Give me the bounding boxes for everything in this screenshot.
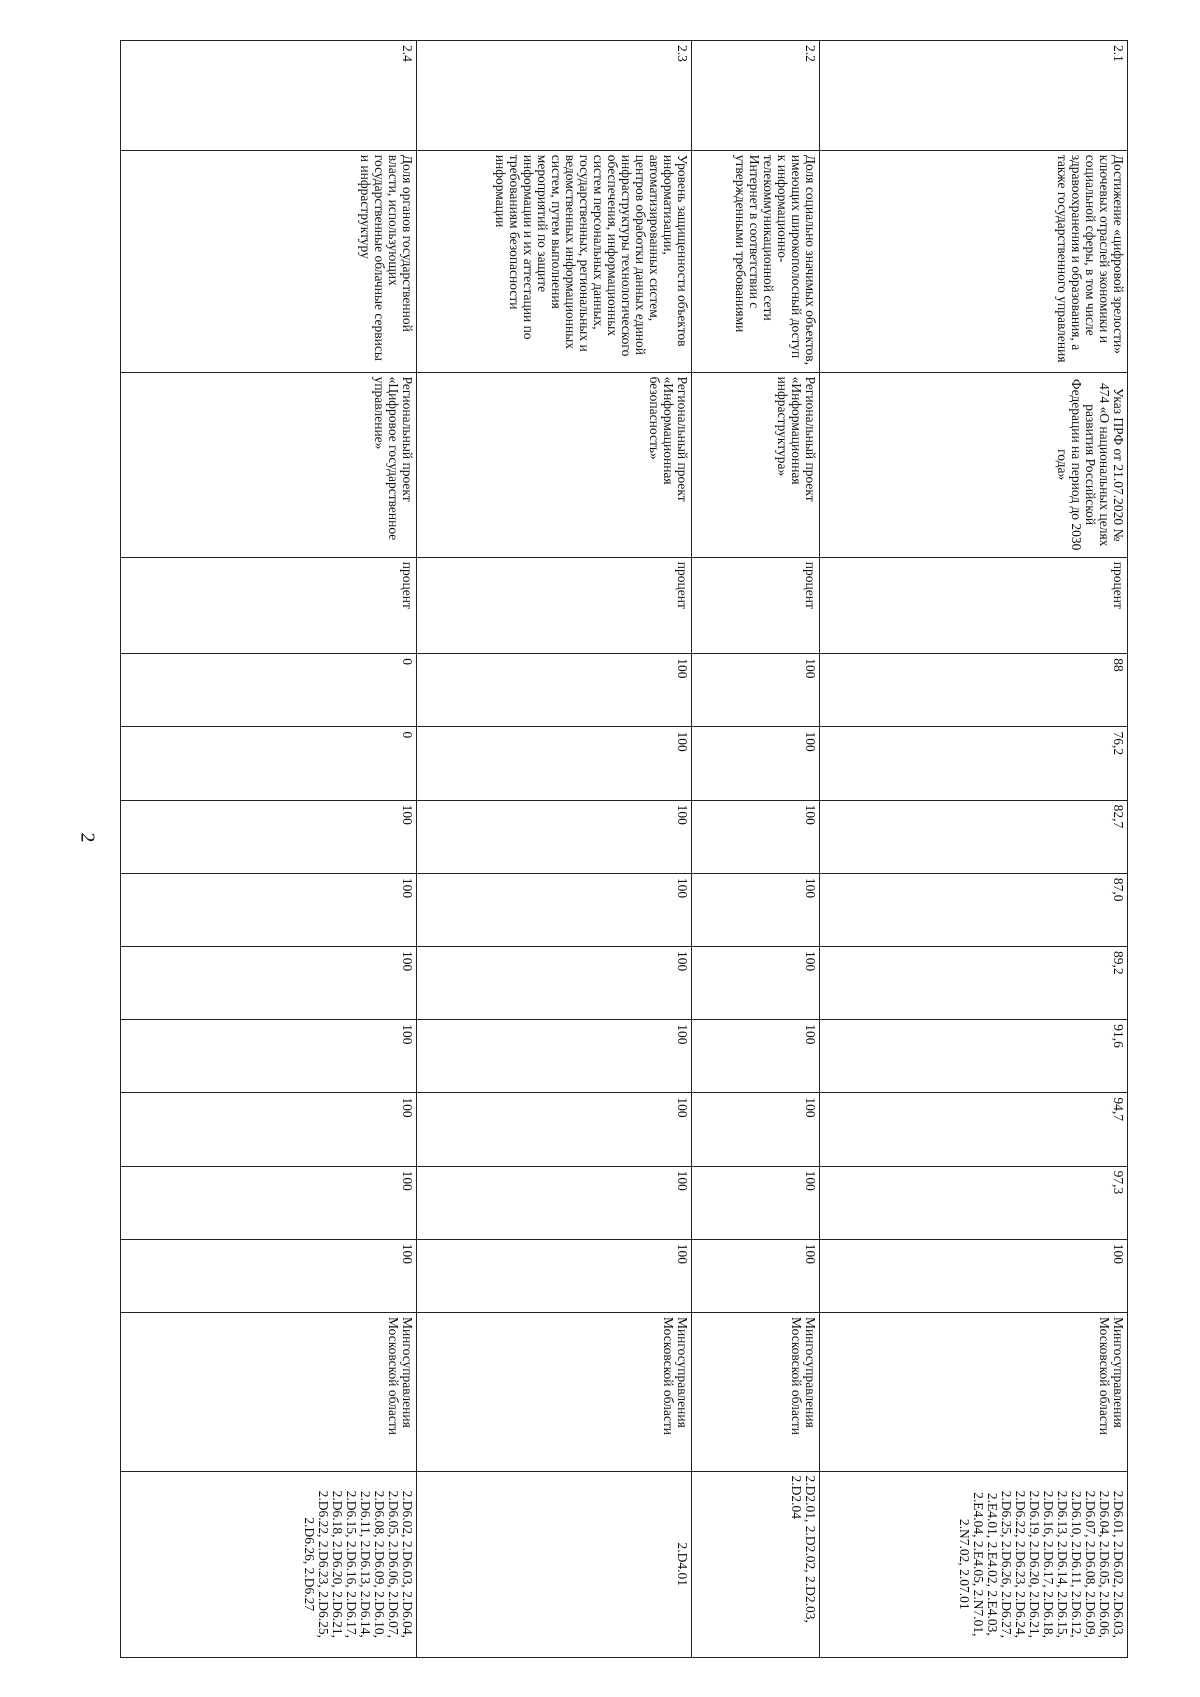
indicators-table bbox=[120, 40, 1128, 1658]
value-cell: 100 bbox=[121, 947, 417, 1020]
responsible-body: Мингосуправления Московской области bbox=[692, 1312, 820, 1471]
indicator-source: Указ ПРФ от 21.07.2020 № 474 «О национальных целях развития Российской Федерации на период до 2030 года» bbox=[820, 372, 1128, 557]
linked-results: 2.D2.01, 2.D2.02, 2.D2.03, 2.D2.04 bbox=[692, 1471, 820, 1657]
unit: процент bbox=[692, 557, 820, 653]
linked-results: 2.D6.02, 2.D6.03, 2.D6.04, 2.D6.05, 2.D6.06, 2.D6.07, 2.D6.08, 2.D6.09, 2.D6.10, 2.D6.11, 2.D6.13, 2.D6.14, 2.D6.15, 2.D6.16, 2.D6.17, 2.D6.18, 2.D6.20, 2.D6.21, 2.D6.22, 2.D6.23, 2.D6.25, 2.D6.26, 2.D6.27 bbox=[121, 1471, 417, 1657]
value-cell: 100 bbox=[692, 1020, 820, 1093]
table-row bbox=[692, 41, 820, 1658]
indicator-name: Уровень защищенности объектов информатизации, автоматизированных систем, центров обработки данных единой инфраструктуры технологического обеспечения, информационных систем персональных данных, государственных, региональных и ведомственных информационных систем, путем выполнения мероприятий по защите информации и их аттестации по требованиям безопасности информации bbox=[417, 150, 692, 372]
value-cell: 89,2 bbox=[820, 947, 1128, 1020]
value-cell: 100 bbox=[417, 947, 692, 1020]
value-cell: 97,3 bbox=[820, 1166, 1128, 1239]
value-cell: 100 bbox=[417, 873, 692, 946]
value-cell: 100 bbox=[692, 873, 820, 946]
value-cell: 88 bbox=[820, 654, 1128, 727]
indicator-source: Региональный проект «Информационная инфраструктура» bbox=[692, 372, 820, 557]
linked-results: 2.D6.01, 2.D6.02, 2.D6.03, 2.D6.04, 2.D6.05, 2.D6.06, 2.D6.07, 2.D6.08, 2.D6.09, 2.D6.10, 2.D6.11, 2.D6.12, 2.D6.13, 2.D6.14, 2.D6.15, 2.D6.16, 2.D6.17, 2.D6.18, 2.D6.19, 2.D6.20, 2.D6.21, 2.D6.22, 2.D6.23, 2.D6.24, 2.D6.25, 2.D6.26, 2.D6.27, 2.E4.01, 2.E4.02, 2.E4.03, 2.E4.04, 2.E4.05, 2.N7.01, 2.N7.02, 2.07.01 bbox=[820, 1471, 1128, 1657]
value-cell: 87,0 bbox=[820, 873, 1128, 946]
value-cell: 100 bbox=[417, 1093, 692, 1166]
unit: процент bbox=[417, 557, 692, 653]
value-cell: 100 bbox=[417, 1166, 692, 1239]
value-cell: 100 bbox=[417, 1020, 692, 1093]
value-cell: 100 bbox=[692, 727, 820, 800]
unit: процент bbox=[820, 557, 1128, 653]
value-cell: 100 bbox=[417, 727, 692, 800]
indicator-source: Региональный проект «Информационная безопасность» bbox=[417, 372, 692, 557]
value-cell: 100 bbox=[417, 800, 692, 873]
responsible-body: Мингосуправления Московской области bbox=[417, 1312, 692, 1471]
responsible-body: Мингосуправления Московской области bbox=[121, 1312, 417, 1471]
value-cell: 100 bbox=[121, 1166, 417, 1239]
value-cell: 0 bbox=[121, 727, 417, 800]
page-number: 2 bbox=[76, 832, 99, 843]
value-cell: 91,6 bbox=[820, 1020, 1128, 1093]
value-cell: 100 bbox=[692, 654, 820, 727]
value-cell: 100 bbox=[692, 947, 820, 1020]
row-number: 2.1 bbox=[820, 41, 1128, 151]
value-cell: 100 bbox=[692, 800, 820, 873]
indicator-name: Достижение «цифровой зрелости» ключевых отраслей экономики и социальной сферы, в том числе здравоохранения и образования, а также государственного управления bbox=[820, 150, 1128, 372]
value-cell: 76,2 bbox=[820, 727, 1128, 800]
value-cell: 100 bbox=[121, 800, 417, 873]
row-number: 2.3 bbox=[417, 41, 692, 151]
value-cell: 94,7 bbox=[820, 1093, 1128, 1166]
indicator-name: Доля органов государственной власти, использующих государственные облачные сервисы и инфраструктуру bbox=[121, 150, 417, 372]
table-row bbox=[417, 41, 692, 1658]
row-number: 2.2 bbox=[692, 41, 820, 151]
linked-results: 2.D4.01 bbox=[417, 1471, 692, 1657]
value-cell: 100 bbox=[692, 1166, 820, 1239]
value-cell: 0 bbox=[121, 654, 417, 727]
indicator-name: Доля социально значимых объектов, имеющих широкополосный доступ к информационно-телекоммуникационной сети Интернет в соответствии с утвержденными требованиями bbox=[692, 150, 820, 372]
responsible-body: Мингосуправления Московской области bbox=[820, 1312, 1128, 1471]
value-cell: 100 bbox=[692, 1093, 820, 1166]
value-cell: 100 bbox=[121, 1239, 417, 1312]
table-row bbox=[121, 41, 417, 1658]
unit: процент bbox=[121, 557, 417, 653]
value-cell: 82,7 bbox=[820, 800, 1128, 873]
value-cell: 100 bbox=[417, 1239, 692, 1312]
value-cell: 100 bbox=[121, 1020, 417, 1093]
value-cell: 100 bbox=[692, 1239, 820, 1312]
row-number: 2.4 bbox=[121, 41, 417, 151]
value-cell: 100 bbox=[121, 873, 417, 946]
indicator-source: Региональный проект «Цифровое государственное управление» bbox=[121, 372, 417, 557]
value-cell: 100 bbox=[820, 1239, 1128, 1312]
value-cell: 100 bbox=[121, 1093, 417, 1166]
table-row bbox=[820, 41, 1128, 1658]
value-cell: 100 bbox=[417, 654, 692, 727]
indicators-table-region bbox=[121, 40, 1128, 1658]
